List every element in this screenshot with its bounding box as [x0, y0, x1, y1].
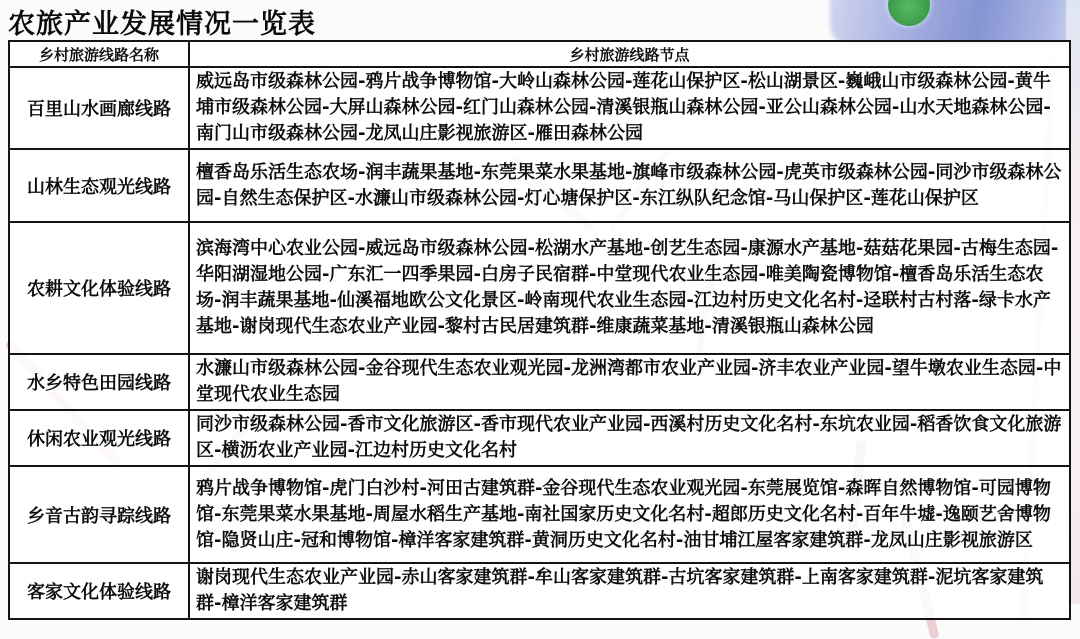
route-nodes-cell: 威远岛市级森林公园-鸦片战争博物馆-大岭山森林公园-莲花山保护区-松山湖景区-巍峨山市级森林公园-黄牛埔市级森林公园-大屏山森林公园-红门山森林公园-清溪银瓶山森林公园-亚公山森林公园-山水天地森林公园-南门山市级森林公园-龙凤山庄影视旅游区-雁田森林公园: [189, 67, 1070, 149]
table-row: [9, 354, 1070, 410]
table-row: [9, 466, 1070, 563]
route-nodes-cell: 谢岗现代生态农业产业园-赤山客家建筑群-牟山客家建筑群-古坑客家建筑群-上南客家建筑群-泥坑客家建筑群-樟洋客家建筑群: [189, 563, 1070, 619]
table-row: [9, 563, 1070, 619]
table-row: [9, 410, 1070, 466]
route-nodes-cell: 鸦片战争博物馆-虎门白沙村-河田古建筑群-金谷现代生态农业观光园-东莞展览馆-森晖自然博物馆-可园博物馆-东莞果菜水果基地-周屋水稻生产基地-南社国家历史文化名村-超郎历史文化名村-百年牛墟-逸颐艺舍博物馆-隐贤山庄-冠和博物馆-樟洋客家建筑群-黄洞历史文化名村-油甘埔江屋客家建筑群-龙凤山庄影视旅游区: [189, 466, 1070, 563]
table-row: [9, 149, 1070, 222]
page-title: 农旅产业发展情况一览表: [8, 9, 316, 40]
table-row: [9, 222, 1070, 354]
table-header-row: [9, 41, 1070, 67]
table-header-route-name: 乡村旅游线路名称: [9, 41, 189, 67]
route-nodes-cell: 水濂山市级森林公园-金谷现代生态农业观光园-龙洲湾都市农业产业园-济丰农业产业园-望牛墩农业生态园-中堂现代农业生态园: [189, 354, 1070, 410]
route-name-cell: 客家文化体验线路: [9, 563, 189, 619]
route-nodes-cell: 同沙市级森林公园-香市文化旅游区-香市现代农业产业园-西溪村历史文化名村-东坑农业园-稻香饮食文化旅游区-横沥农业产业园-江边村历史文化名村: [189, 410, 1070, 466]
route-name-cell: 百里山水画廊线路: [9, 67, 189, 149]
route-name-cell: 山林生态观光线路: [9, 149, 189, 222]
table-header-route-nodes: 乡村旅游线路节点: [189, 41, 1070, 67]
map-corner-gradient: [830, 0, 1080, 44]
routes-table: [8, 40, 1071, 620]
route-nodes-cell: 滨海湾中心农业公园-威远岛市级森林公园-松湖水产基地-创艺生态园-康源水产基地-菇菇花果园-古梅生态园-华阳湖湿地公园-广东汇一四季果园-白房子民宿群-中堂现代农业生态园-唯美陶瓷博物馆-檀香岛乐活生态农场-润丰蔬果基地-仙溪福地欧公文化景区-岭南现代农业生态园-江边村历史文化名村-迳联村古村落-绿卡水产基地-谢岗现代生态农业产业园-黎村古民居建筑群-维康蔬菜基地-清溪银瓶山森林公园: [189, 222, 1070, 354]
route-name-cell: 乡音古韵寻踪线路: [9, 466, 189, 563]
route-nodes-cell: 檀香岛乐活生态农场-润丰蔬果基地-东莞果菜水果基地-旗峰市级森林公园-虎英市级森林公园-同沙市级森林公园-自然生态保护区-水濂山市级森林公园-灯心塘保护区-东江纵队纪念馆-马山保护区-莲花山保护区: [189, 149, 1070, 222]
route-name-cell: 水乡特色田园线路: [9, 354, 189, 410]
table-row: [9, 67, 1070, 149]
route-name-cell: 农耕文化体验线路: [9, 222, 189, 354]
route-name-cell: 休闲农业观光线路: [9, 410, 189, 466]
